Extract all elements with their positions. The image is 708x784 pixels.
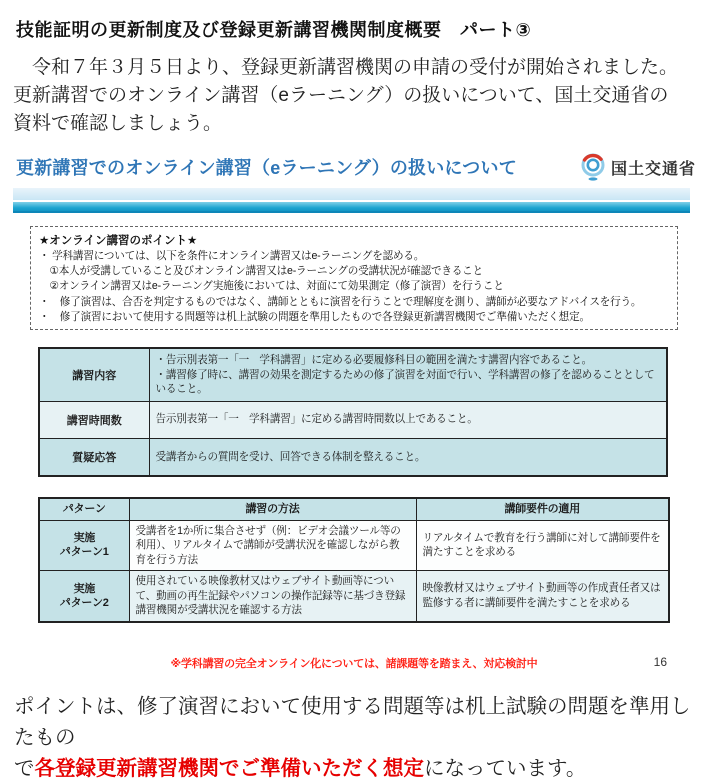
decorative-bar-light <box>13 188 690 200</box>
table-row <box>39 571 669 622</box>
method-cell: 受講者を1か所に集合させず（例：ビデオ会議ツール等の利用）、リアルタイムで講師が受講状況を確認しながら教育を行う方法 <box>129 520 416 571</box>
cell-line: ・講習修了時に、講習の効果を測定するための修了演習を対面で行い、学科講習の修了を認めることとしていること。 <box>155 368 655 395</box>
row-header: 講習時間数 <box>39 401 149 438</box>
agency-logo <box>580 152 696 182</box>
requirement-cell: リアルタイムで教育を行う講師に対して講師要件を満たすことを求める <box>416 520 669 571</box>
closing-line <box>14 691 702 753</box>
closing-line <box>14 753 702 784</box>
table-row <box>39 348 667 401</box>
table-header-row <box>39 498 669 520</box>
closing-highlight-red: 各登録更新講習機関でご準備いただく想定 <box>34 756 424 780</box>
slide-footer <box>0 655 708 671</box>
points-line: ①本人が受講していること及びオンライン講習又はe-ラーニングの受講状況が確認できること <box>39 265 483 278</box>
row-content <box>149 438 667 476</box>
column-header: 講師要件の適用 <box>416 498 669 520</box>
column-header: パターン <box>39 498 129 520</box>
intro-line: 令和７年３月５日より、登録更新講習機関の申請の受付が開始されました。 <box>13 57 679 78</box>
row-header <box>39 520 129 571</box>
training-requirements-table <box>38 347 668 477</box>
row-header: 講習内容 <box>39 348 149 401</box>
cell-line: ・告示別表第一「一 学科講習」に定める必要履修科目の範囲を満たす講習内容であること。 <box>155 354 593 366</box>
points-line: ・ 修了演習において使用する問題等は机上試験の問題を準用したもので各登録更新講習機関でご準備いただく想定。 <box>39 310 590 323</box>
points-line: ・ 学科講習については、以下を条件にオンライン講習又はe-ラーニングを認める。 <box>39 250 425 262</box>
points-line: ・ 修了演習は、合否を判定するものではなく、講師とともに演習を行うことで理解度を測り、講師が必要なアドバイスを行う。 <box>39 295 642 308</box>
intro-paragraph <box>0 42 708 138</box>
closing-text: で <box>14 756 35 780</box>
cell-line: 実施 <box>73 582 96 595</box>
requirement-cell: 映像教材又はウェブサイト動画等の作成責任者又は監修する者に講師要件を満たすことを求める <box>416 571 669 622</box>
table-row <box>39 401 667 438</box>
cell-line: 実施 <box>73 532 96 545</box>
points-box-title: ★オンライン講習のポイント★ <box>39 235 198 247</box>
method-cell: 使用されている映像教材又はウェブサイト動画等について、動画の再生記録やパソコンの操作記録等に基づき登録講習機関が受講状況を確認する方法 <box>129 571 416 622</box>
page-number: 16 <box>653 654 667 669</box>
online-points-box <box>30 226 678 330</box>
points-line: ②オンライン講習又はe-ラーニング実施後においては、対面にて効果測定（修了演習）を行うこと <box>39 280 504 293</box>
table-row <box>39 438 667 476</box>
row-content <box>149 348 667 401</box>
cell-line: 受講者からの質問を受け、回答できる体制を整えること。 <box>155 450 426 463</box>
closing-paragraph <box>0 671 708 784</box>
implementation-patterns-table <box>38 497 670 623</box>
decorative-bar-cyan <box>13 202 690 213</box>
slide-header <box>0 148 708 184</box>
mlit-globe-logo-icon <box>580 152 606 182</box>
slide-title: 更新講習でのオンライン講習（eラーニング）の扱いについて <box>16 158 517 178</box>
closing-text: ポイントは、修了演習において使用する問題等は机上試験の問題を準用したもの <box>14 694 691 749</box>
row-header <box>39 571 129 622</box>
column-header: 講習の方法 <box>129 498 416 520</box>
cell-line: パターン1 <box>59 546 109 559</box>
footnote-red-text: ※学科講習の完全オンライン化については、諸課題等を踏まえ、対応検討中 <box>170 657 538 670</box>
table-row <box>39 520 669 571</box>
cell-line: 告示別表第一「一 学科講習」に定める講習時間数以上であること。 <box>155 413 478 426</box>
closing-text: になっています。 <box>424 756 587 780</box>
intro-line: 更新講習でのオンライン講習（eラーニング）の扱いについて、国土交通省の <box>13 85 669 106</box>
intro-line: 資料で確認しましょう。 <box>13 113 223 134</box>
row-content <box>149 401 667 438</box>
slide-image <box>0 148 708 671</box>
page-title: 技能証明の更新制度及び登録更新講習機関制度概要 パート③ <box>16 20 532 40</box>
row-header: 質疑応答 <box>39 438 149 476</box>
cell-line: パターン2 <box>59 596 109 609</box>
agency-name: 国土交通省 <box>610 160 696 178</box>
